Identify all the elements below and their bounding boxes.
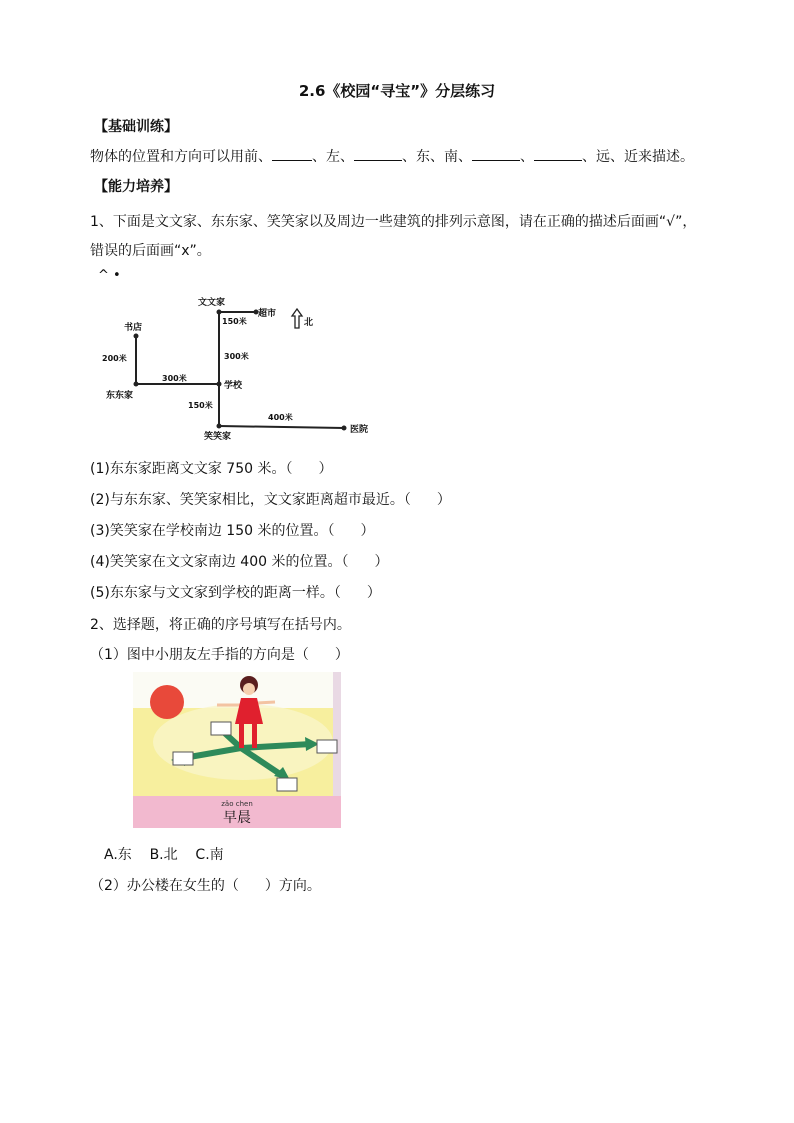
position-map [96, 290, 396, 442]
map-label-300m-horizontal: 300米 [162, 374, 187, 383]
caption-pinyin: zǎo chen [221, 800, 253, 808]
map-label-school: 学校 [224, 381, 243, 391]
q1-item-5 [90, 582, 381, 602]
map-label-xiaoxiao: 笑笑家 [204, 432, 232, 442]
basic-question [90, 146, 694, 166]
map-point-school [217, 382, 222, 387]
q1-item-3 [90, 520, 374, 540]
basic-text-3: 、东、南、 [402, 149, 472, 165]
map-point-hospital [342, 426, 347, 431]
q2-heading: 2、选择题，将正确的序号填写在括号内。 [90, 617, 351, 633]
map-label-hospital: 医院 [350, 425, 369, 435]
q1-item-2-close: ） [436, 492, 451, 508]
map-label-150m-top: 150米 [222, 317, 247, 326]
map-road-hospital [219, 426, 344, 428]
answer-blank-3[interactable] [472, 146, 520, 161]
map-label-400m: 400米 [268, 413, 293, 422]
q2-sub1 [90, 644, 349, 664]
map-label-supermarket: 超市 [258, 309, 277, 319]
q1-item-1-close: ） [318, 461, 333, 477]
q1-item-1-text: (1)东东家距离文文家 750 米。（ [90, 461, 293, 477]
section-ability-heading: 【能力培养】 [94, 179, 178, 195]
q2-sub1-text: （1）图中小朋友左手指的方向是（ [90, 647, 309, 663]
q1-item-3-text: (3)笑笑家在学校南边 150 米的位置。（ [90, 523, 335, 539]
map-label-wenwen: 文文家 [198, 298, 226, 308]
map-point-xiaoxiao [217, 424, 222, 429]
q1-instruction-line2: 错误的后面画“x”。 [90, 243, 211, 259]
q1-item-5-text: (5)东东家与文文家到学校的距离一样。（ [90, 585, 341, 601]
q2-sub2 [90, 875, 321, 895]
map-label-150m-bottom: 150米 [188, 401, 213, 410]
answer-blank-2[interactable] [354, 146, 402, 161]
picture-blank-box-right[interactable] [317, 740, 337, 753]
q2-options: A.东 B.北 C.南 [104, 847, 224, 863]
north-arrow-icon [292, 309, 302, 328]
map-label-north: 北 [304, 318, 314, 328]
page-title: 2.6《校园“寻宝”》分层练习 [298, 82, 496, 100]
q1-item-4-close: ） [374, 554, 389, 570]
q1-item-5-close: ） [366, 585, 381, 601]
map-label-dongdong: 东东家 [106, 391, 134, 401]
q1-item-1 [90, 458, 332, 478]
basic-text-5: 、远、近来描述。 [582, 149, 694, 165]
q1-instruction-line1: 1、下面是文文家、东东家、笑笑家以及周边一些建筑的排列示意图，请在正确的描述后面画“√”， [90, 214, 697, 230]
q1-item-4 [90, 551, 388, 571]
section-basic-heading: 【基础训练】 [94, 119, 178, 135]
map-label-bookstore: 书店 [124, 323, 143, 333]
sun-icon [150, 685, 184, 719]
basic-text-4: 、 [520, 149, 534, 165]
q1-item-2-text: (2)与东东家、笑笑家相比，文文家距离超市最近。（ [90, 492, 411, 508]
map-point-bookstore [134, 334, 139, 339]
q2-sub2-text: （2）办公楼在女生的（ [90, 878, 239, 894]
answer-blank-4[interactable] [534, 146, 582, 161]
q2-sub1-close: ） [334, 647, 349, 663]
map-point-wenwen [217, 310, 222, 315]
picture-blank-box-bottom[interactable] [277, 778, 297, 791]
q1-item-3-close: ） [360, 523, 375, 539]
basic-text-1: 物体的位置和方向可以用前、 [90, 149, 272, 165]
map-label-300m-vertical: 300米 [224, 352, 249, 361]
caption-text: 早晨 [223, 810, 251, 826]
q2-sub2-text-end: ）方向。 [264, 878, 321, 894]
morning-picture [133, 672, 341, 828]
basic-text-2: 、左、 [312, 149, 354, 165]
q1-item-4-text: (4)笑笑家在文文家南边 400 米的位置。（ [90, 554, 349, 570]
picture-blank-box-top[interactable] [211, 722, 231, 735]
answer-blank-1[interactable] [272, 146, 312, 161]
map-label-200m: 200米 [102, 354, 127, 363]
q1-item-2 [90, 489, 451, 509]
scan-mark: ^ • [98, 268, 121, 283]
picture-blank-box-left[interactable] [173, 752, 193, 765]
map-point-dongdong [134, 382, 139, 387]
